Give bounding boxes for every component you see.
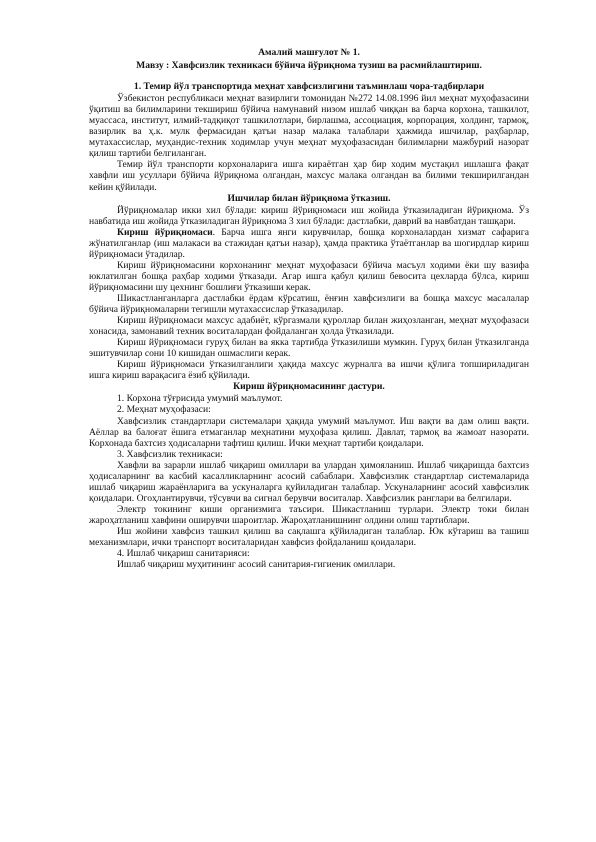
paragraph-11: Хавфли ва зарарли ишлаб чиқариш омиллари ва улардан ҳимояланиш. Ишлаб чиқаришда бахтсиз ҳодисаларнинг ва касбий касалликларнинг асосий сабаблари. Хавфсизлик стандартлар системаларида ишлаб чиқариш жараёнларига ва ускуналарга қуйиладиган талаблар. Ускуналарнинг асосий хавфсизлик қоидалари. Огоҳлантирувчи, тўсувчи ва сигнал берувчи воситалар. Хавфсизлик ранглари ва белгилари.: [89, 459, 529, 504]
paragraph-1: Ўзбекистон республикаси меҳнат вазирлиги томонидан №272 14.08.1996 йил меҳнат муҳофазасини ўқитиш ва билимларини текшириш бўйича намунавий низом ишлаб чиққан ва барча корхона, ташкилот, муассаса, институт, илмий-тадқиқот ташкилотлари, бирлашма, ассоциация, корпорация, холдинг, тармоқ, вазирлик ва ҳ.к. мулк фермасидан қатъи назар малака талаблари ҳажмида ишчилар, раҳбарлар, мутахассислар, муҳандис-техник ходимлар учун меҳнат муҳофазасидан билимларни мажбурий назорат қилиш тартиби белгиланган.: [89, 93, 529, 160]
paragraph-5: Кириш йўриқномасини корхонанинг меҳнат муҳофазаси бўйича масъул ходими ёки шу вазифа юклатилган бошқа раҳбар ходими ўтказади. Агар ишга қабул қилиш бевосита цехларда бўлса, кириш йўриқномасини шу цехнинг бошлиғи ўтказиши керак.: [89, 259, 529, 293]
paragraph-9: Кириш йўриқномаси ўтказилганлиги ҳақида махсус журналга ва ишчи қўлига топшириладиган ишга кириш варақасига ёзиб қўйилади.: [89, 359, 529, 382]
paragraph-12: Электр токининг киши организмига таъсири. Шикастланиш турлари. Электр токи билан жароҳатланиш хавфини оширувчи шароитлар. Жароҳатланишнинг олдини олиш тартиблари.: [89, 503, 529, 526]
section-heading-1: 1. Темир йўл транспортида меҳнат хавфсизлигини таъминлаш чора-тадбирлари: [133, 81, 485, 93]
paragraph-4-text: . Барча ишга янги кирувчилар, бошқа корхоналардан хизмат сафарига жўнатилганлар (иш малакаси ва стажидан қатъи назар), ҳамда практика ўтаётганлар ва шогирдлар кириш йўриқномаси ўтадилар.: [89, 226, 529, 260]
program-item-3: 3. Хавфсизлик техникаси:: [117, 448, 223, 460]
document-title: Амалий машғулот № 1.: [258, 47, 360, 58]
paragraph-4: [89, 227, 529, 260]
paragraph-2: Темир йўл транспорти корхоналарига ишга кираётган ҳар бир ходим мустақил ишлашга фақат хавфли иш усуллари бўйича йўриқнома олгандан, махсус малака олгандан ва билими текширилгандан кейин қўйилади.: [89, 159, 529, 193]
paragraph-4-bold-term: Кириш йўриқномаси: [117, 226, 213, 238]
paragraph-13: Иш жойини хавфсиз ташкил қилиш ва сақлашга қўйиладиган талаблар. Юк кўтариш ва ташиш механизмлари, ички транспорт воситаларидан хавфсиз фойдаланиш қоидалари.: [89, 525, 529, 549]
paragraph-6: Шикастланганларга дастлабки ёрдам кўрсатиш, ёнғин хавфсизлиги ва бошқа махсус масалалар бўйича йўриқномаларни тегишли мутахассислар ўтказадилар.: [89, 292, 529, 316]
document-subtitle: Мавзу : Хавфсизлик техникаси бўйича йўриқнома тузиш ва расмийлаштириш.: [136, 60, 482, 72]
section-heading-2: Ишчилар билан йўриқнома ўтказиш.: [227, 192, 391, 204]
paragraph-14: Ишлаб чиқариш муҳитининг асосий санитария-гигиеник омиллари.: [117, 559, 396, 571]
document-page: [89, 47, 529, 570]
program-item-2: 2. Меҳнат муҳофазаси:: [117, 404, 211, 416]
paragraph-10: Хавфсизлик стандартлари системалари ҳақида умумий маълумот. Иш вақти ва дам олиш вақти. Аёллар ва балоғат ёшига етмаганлар меҳнатини муҳофаза қилиш. Давлат, тармоқ ва жамоат назорати. Корхонада бахтсиз ҳодисаларни тафтиш қилиш. Ички меҳнат тартиби қоидалари.: [89, 415, 529, 449]
paragraph-8: Кириш йўриқномаси гуруҳ билан ва якка тартибда ўтказилиши мумкин. Гуруҳ билан ўтказилганда эшитувчилар сони 10 кишидан ошмаслиги керак.: [89, 337, 529, 360]
program-item-4: 4. Ишлаб чиқариш санитарияси:: [117, 548, 250, 560]
program-item-1: 1. Корхона тўғрисида умумий маълумот.: [117, 393, 283, 405]
paragraph-3: Йўриқномалар икки хил бўлади: кириш йўриқномаси иш жойида ўтказиладиган йўриқнома. Ўз навбатида иш жойида ўтказиладиган йўриқнома 3 хил бўлади: дастлабки, даврий ва навбатдан ташқари.: [89, 204, 529, 227]
paragraph-7: Кириш йўриқномаси махсус адабиёт, кўргазмали қуроллар билан жиҳозланган, меҳнат муҳофазаси хонасида, замонавий техник воситалардан фойдаланган ҳолда ўтказилади.: [89, 315, 529, 338]
section-heading-3: Кириш йўриқномасининг дастури.: [233, 381, 385, 393]
